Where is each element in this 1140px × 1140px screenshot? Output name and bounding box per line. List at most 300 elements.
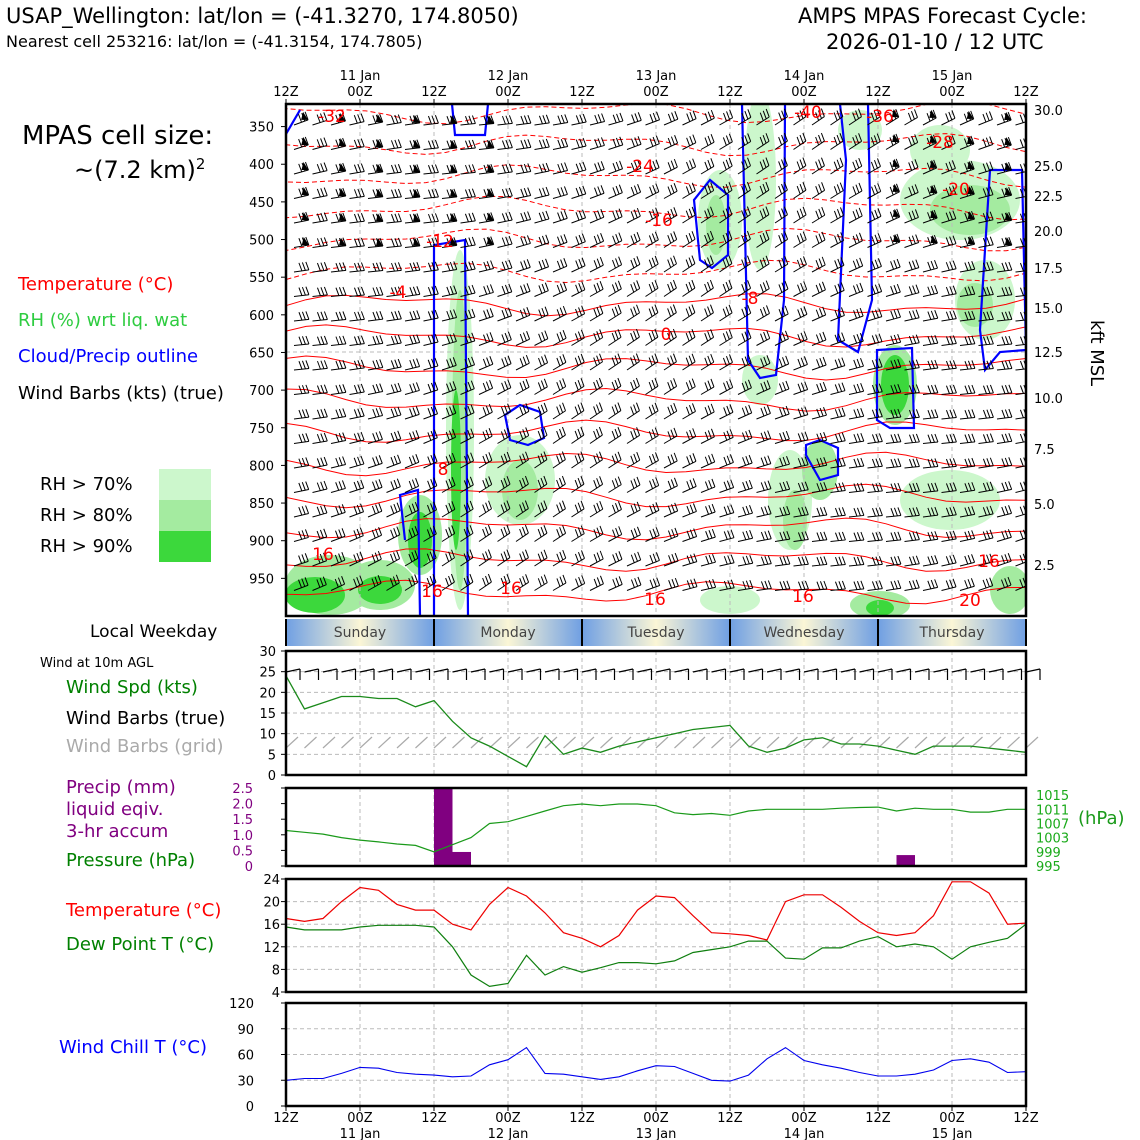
wind-barb-feather — [649, 260, 652, 268]
wind-barb-feather — [412, 480, 415, 488]
wind-barb-feather — [472, 285, 475, 293]
wind-barb-feather — [317, 507, 320, 515]
pressure-tick-label: 450 — [249, 195, 274, 211]
wind-barb-staff — [627, 337, 639, 345]
wind-barb-feather — [618, 452, 621, 460]
wind-barb-feather — [779, 186, 782, 194]
kft-tick-label: 5.0 — [1034, 498, 1055, 513]
top-date-label: 11 Jan — [339, 69, 381, 84]
wind-barb-feather — [394, 552, 397, 560]
wind-barb-feather — [376, 360, 379, 368]
wind-barb-feather — [891, 311, 894, 319]
wind-barb-feather — [785, 306, 788, 314]
wind-barb-feather — [447, 190, 450, 198]
wind-barb-feather — [723, 137, 726, 145]
wind-barb-feather — [690, 505, 693, 513]
wind-barb-feather — [542, 356, 545, 364]
wind-barb-feather — [891, 581, 894, 589]
wind-barb-feather — [853, 162, 856, 170]
wind-barb-feather — [472, 309, 475, 317]
wind-barb-feather — [710, 305, 713, 313]
wind-barb-feather — [857, 557, 860, 565]
wind-barb-feather — [723, 333, 726, 341]
wind-barb-feather — [543, 140, 546, 148]
wind-barb-feather — [763, 307, 766, 315]
precip-tick-label: 0 — [244, 860, 253, 875]
wind-barb-feather — [631, 284, 634, 292]
wind-barb-feather — [376, 336, 379, 344]
bottom-tick-label: 00Z — [939, 1111, 965, 1126]
wind-barb-feather — [723, 309, 726, 317]
wind-barb-feather — [931, 580, 934, 588]
wind-barb-feather — [797, 137, 800, 145]
wind-barb-feather — [613, 579, 616, 587]
wind-barb-feather — [990, 530, 993, 538]
cross-section-panel — [249, 69, 1063, 619]
wind-barb-feather — [686, 382, 689, 390]
wind-barb-feather — [637, 305, 640, 313]
wind-barb-feather — [302, 530, 305, 538]
wind-barb-feather — [484, 311, 487, 319]
wind-barb-feather — [597, 553, 600, 561]
wind-barb-feather — [898, 458, 901, 466]
wind-barb-feather — [1008, 529, 1011, 537]
label-temperature: Temperature (°C) — [66, 900, 222, 921]
wind-barb-feather — [1009, 481, 1012, 489]
wind-barb-feather — [723, 113, 726, 121]
wind-barb-feather — [317, 361, 320, 369]
bottom-date-label: 15 Jan — [931, 1127, 973, 1140]
wind-barb-feather — [373, 288, 376, 296]
wind-barb-feather — [842, 532, 845, 540]
wind-tick-label: 15 — [259, 707, 276, 722]
wind-tick-label: 10 — [259, 727, 276, 743]
wind-barb-feather — [916, 260, 919, 268]
wind-barb-feather — [797, 260, 800, 268]
wind-barb-feather — [635, 578, 638, 586]
surface-barb-true — [342, 669, 356, 672]
wind-barb-feather — [339, 312, 342, 320]
wind-barb-feather — [638, 112, 641, 120]
top-date-label: 12 Jan — [487, 69, 529, 84]
wind-barb-feather — [410, 360, 413, 368]
wind-barb-feather — [1002, 114, 1005, 122]
wind-barb-feather — [692, 231, 695, 239]
wind-barb-feather — [783, 357, 786, 365]
wind-barb-feather — [968, 579, 971, 587]
wind-barb-feather — [779, 384, 782, 392]
wind-barb-feather — [594, 579, 597, 587]
wind-barb-feather — [557, 480, 560, 488]
wind-barb-feather — [299, 114, 302, 122]
wind-barb-feather — [913, 310, 916, 318]
wind-barb-feather — [798, 285, 801, 293]
wind-barb-feather — [727, 381, 730, 389]
wind-barb-feather — [761, 482, 764, 490]
wind-barb-feather — [946, 556, 949, 564]
wind-barb-feather — [983, 410, 986, 418]
wind-barb-feather — [526, 379, 529, 387]
wind-barb-staff — [553, 533, 566, 541]
wind-barb-staff — [627, 411, 639, 419]
wind-barb-feather — [524, 164, 527, 172]
wind-barb-feather — [631, 407, 634, 415]
wind-barb-feather — [299, 189, 302, 197]
wind-barb-feather — [746, 556, 749, 564]
pressure-tick-label: 1003 — [1036, 831, 1070, 847]
wind-barb-feather — [928, 336, 931, 344]
wind-barb-feather — [928, 581, 931, 589]
wind-barb-staff — [683, 264, 695, 272]
label-precip-2: liquid eqiv. — [66, 799, 164, 820]
wind-barb-feather — [816, 310, 819, 318]
wind-barb-feather — [373, 165, 376, 173]
wind-barb-feather — [575, 505, 578, 513]
wind-barb-feather — [600, 501, 603, 509]
wind-barb-feather — [485, 552, 488, 560]
wind-barb-feather — [299, 263, 302, 271]
wind-barb-feather — [557, 358, 560, 366]
temperature-label: -24 — [626, 157, 654, 177]
wind-barb-feather — [397, 479, 400, 487]
wind-barb-feather — [761, 334, 764, 342]
precip-bar — [897, 855, 916, 866]
wind-barb-feather — [819, 160, 822, 168]
wind-barb-feather — [397, 503, 400, 511]
wind-barb-staff — [701, 337, 714, 345]
bottom-tick-label: 12Z — [421, 1111, 447, 1126]
wind-barb-feather — [765, 556, 768, 564]
wind-barb-feather — [824, 556, 827, 564]
wind-barb-feather — [562, 427, 565, 435]
surface-barb-grid — [897, 737, 909, 748]
wind-barb-feather — [538, 382, 541, 390]
wind-barb-feather — [354, 288, 357, 296]
wind-barb-feather — [800, 160, 803, 168]
wind-barb-feather — [428, 360, 431, 368]
wind-barb-feather — [524, 116, 527, 124]
wind-barb-feather — [689, 209, 692, 217]
wind-barb-feather — [578, 429, 581, 437]
wind-barb-feather — [578, 380, 581, 388]
wind-barb-feather — [504, 552, 507, 560]
wind-barb-feather — [834, 211, 837, 219]
wind-barb-feather — [668, 308, 671, 316]
wind-barb-feather — [820, 308, 823, 316]
wind-barb-feather — [373, 385, 376, 393]
wind-barb-feather — [391, 409, 394, 417]
wind-barb-feather — [894, 285, 897, 293]
wind-barb-feather — [336, 507, 339, 515]
wind-barb-feather — [524, 260, 527, 268]
wind-barb-feather — [965, 410, 968, 418]
wind-barb-feather — [391, 360, 394, 368]
label-precip-3: 3-hr accum — [66, 821, 169, 842]
wind-barb-staff — [590, 435, 602, 443]
bottom-time-axis — [273, 1106, 1039, 1140]
wind-barb-feather — [488, 550, 491, 558]
wind-barb-feather — [953, 360, 956, 368]
wind-barb-feather — [761, 433, 764, 441]
wind-barb-feather — [489, 428, 492, 436]
wind-barb-feather — [690, 112, 693, 120]
wind-barb-feather — [861, 408, 864, 416]
wind-barb-feather — [563, 330, 566, 338]
wind-barb-feather — [557, 382, 560, 390]
precip-tick-label: 2.0 — [232, 797, 253, 813]
wind-barb-staff — [479, 582, 491, 590]
wind-barb-feather — [746, 581, 749, 589]
wind-barb-feather — [321, 213, 324, 221]
wind-barb-feather — [671, 282, 674, 290]
wind-barb-feather — [560, 284, 563, 292]
wind-tick-label: 25 — [259, 665, 276, 681]
wind-barb-feather — [541, 527, 544, 535]
wind-barb-feather — [472, 237, 475, 245]
wind-grid — [286, 651, 1026, 775]
wind-barb-feather — [502, 189, 505, 197]
wind-barb-feather — [557, 554, 560, 562]
wind-barb-feather — [612, 333, 615, 341]
wind-barb-feather — [602, 113, 605, 121]
wind-barb-feather — [565, 162, 568, 170]
legend-rh90: RH > 90% — [40, 536, 133, 557]
wind-barb-feather — [545, 355, 548, 363]
wind-barb-feather — [581, 452, 584, 460]
wind-barb-feather — [760, 284, 763, 292]
wind-barb-feather — [816, 335, 819, 343]
wind-barb-feather — [820, 333, 823, 341]
wind-barb-feather — [816, 235, 819, 243]
temp-panel — [263, 873, 1026, 1001]
wind-barb-feather — [483, 383, 486, 391]
wind-barb-feather — [354, 312, 357, 320]
wind-barb-feather — [615, 429, 618, 437]
wind-barb-feather — [724, 457, 727, 465]
wind-barb-feather — [598, 186, 601, 194]
wind-barb-feather — [613, 554, 616, 562]
wind-barb-feather — [953, 410, 956, 418]
wind-barb-feather — [638, 552, 641, 560]
wind-barb-feather — [712, 454, 715, 462]
wind-barb-feather — [435, 310, 438, 318]
wind-barb-feather — [671, 185, 674, 193]
wind-barb-feather — [765, 531, 768, 539]
wind-barb-feather — [361, 311, 364, 319]
weekday-name: Monday — [480, 625, 536, 641]
wind-barb-feather — [890, 212, 893, 220]
wind-barb-feather — [380, 407, 383, 415]
wind-barb-feather — [671, 258, 674, 266]
wind-barb-feather — [600, 526, 603, 534]
wind-barb-feather — [299, 337, 302, 345]
wind-barb-feather — [857, 458, 860, 466]
wind-barb-feather — [859, 158, 862, 166]
wind-barb-feather — [652, 282, 655, 290]
wind-barb-feather — [767, 405, 770, 413]
wind-barb-feather — [913, 532, 916, 540]
wind-barb-feather — [743, 557, 746, 565]
wind-barb-feather — [435, 140, 438, 148]
wind-barb-feather — [913, 459, 916, 467]
wind-barb-feather — [819, 209, 822, 217]
wind-barb-feather — [861, 483, 864, 491]
legend-rh70: RH > 70% — [40, 474, 133, 495]
wind-barb-feather — [861, 581, 864, 589]
wind-barb-feather — [321, 263, 324, 271]
wind-barb-feather — [302, 262, 305, 270]
wind-barb-feather — [613, 163, 616, 171]
wind-barb-feather — [563, 550, 566, 558]
wind-barb-feather — [336, 458, 339, 466]
wind-barb-feather — [822, 182, 825, 190]
temp-axis — [263, 873, 286, 1001]
wind-barb-feather — [398, 189, 401, 197]
wind-barb-feather — [354, 385, 357, 393]
wind-barb-feather — [299, 434, 302, 442]
wind-barb-feather — [354, 214, 357, 222]
wind-barb-feather — [987, 434, 990, 442]
wind-barb-feather — [946, 581, 949, 589]
legend-rh: RH (%) wrt liq. wat — [18, 310, 188, 331]
wind-barb-feather — [668, 284, 671, 292]
wind-barb-feather — [891, 261, 894, 269]
wind-tick-label: 30 — [259, 645, 276, 660]
wind-barb-feather — [1005, 482, 1008, 490]
wind-barb-feather — [1002, 386, 1005, 394]
wind-barb-feather — [483, 529, 486, 537]
wind-barb-feather — [361, 456, 364, 464]
wind-barb-feather — [339, 481, 342, 489]
wind-barb-feather — [761, 507, 764, 515]
wind-barb-feather — [657, 112, 660, 120]
weekday-name: Thursday — [919, 625, 985, 641]
wind-barb-feather — [360, 528, 363, 536]
wind-barb-feather — [853, 236, 856, 244]
wind-barb-feather — [557, 237, 560, 245]
wind-barb-feather — [723, 358, 726, 366]
wind-barb-feather — [727, 111, 730, 119]
wind-barb-feather — [578, 356, 581, 364]
wind-barb-feather — [618, 354, 621, 362]
wind-barb-feather — [563, 403, 566, 411]
wind-barb-feather — [563, 354, 566, 362]
wind-barb-feather — [472, 333, 475, 341]
wind-barb-feather — [620, 113, 623, 121]
wind-barb-feather — [597, 528, 600, 536]
wind-barb-feather — [558, 116, 561, 124]
wind-barb-feather — [505, 357, 508, 365]
wind-barb-feather — [761, 557, 764, 565]
wind-barb-feather — [656, 527, 659, 535]
wind-barb-feather — [797, 186, 800, 194]
wind-barb-feather — [541, 405, 544, 413]
wind-barb-feather — [909, 557, 912, 565]
wind-barb-feather — [413, 263, 416, 271]
wind-barb-feather — [931, 311, 934, 319]
wind-barb-feather — [409, 481, 412, 489]
wind-barb-feather — [1027, 433, 1030, 441]
wind-barb-feather — [612, 431, 615, 439]
wind-barb-feather — [861, 532, 864, 540]
wind-barb-feather — [879, 309, 882, 317]
wind-barb-feather — [690, 160, 693, 168]
wind-barb-feather — [668, 162, 671, 170]
surface-barb-grid — [323, 737, 335, 748]
pressure-tick-label: 995 — [1036, 860, 1061, 875]
wind-barb-feather — [546, 187, 549, 195]
wind-barb-feather — [616, 234, 619, 242]
wind-barb-feather — [354, 140, 357, 148]
wind-barb-feather — [557, 309, 560, 317]
wind-barb-feather — [842, 458, 845, 466]
wind-panel — [259, 645, 1040, 784]
wind-barb-feather — [575, 309, 578, 317]
wind-barb-feather — [509, 308, 512, 316]
wind-barb-feather — [817, 508, 820, 516]
wind-barb-feather — [650, 481, 653, 489]
wind-barb-feather — [949, 112, 952, 120]
wind-barb-feather — [546, 235, 549, 243]
wind-barb-feather — [521, 262, 524, 270]
top-tick-label: 12Z — [421, 85, 447, 100]
kft-tick-label: 12.5 — [1034, 346, 1063, 361]
wind-barb-feather — [562, 501, 565, 509]
wind-barb-staff — [535, 435, 548, 443]
wind-barb-feather — [822, 207, 825, 215]
wind-barb-feather — [928, 557, 931, 565]
wind-barb-feather — [450, 262, 453, 270]
wind-barb-feather — [508, 332, 511, 340]
wind-tick-label: 5 — [267, 748, 276, 764]
wind-barb-feather — [912, 261, 915, 269]
wind-barb-feather — [635, 113, 638, 121]
wind-barb-feather — [837, 209, 840, 217]
wind-barb-feather — [723, 284, 726, 292]
wind-barb-feather — [616, 162, 619, 170]
wind-barb-feather — [601, 185, 604, 193]
wind-barb-feather — [598, 138, 601, 146]
wind-barb-feather — [968, 336, 971, 344]
wind-barb-feather — [898, 532, 901, 540]
wind-barb-feather — [321, 385, 324, 393]
wind-barb-feather — [618, 378, 621, 386]
wind-barb-feather — [674, 428, 677, 436]
wind-barb-feather — [299, 483, 302, 491]
wind-barb-feather — [631, 357, 634, 365]
wind-barb-feather — [612, 260, 615, 268]
wind-barb-feather — [618, 305, 621, 313]
wind-barb-feather — [671, 380, 674, 388]
kft-tick-label: 30.0 — [1034, 104, 1063, 119]
wind-barb-feather — [483, 432, 486, 440]
wind-barb-feather — [709, 530, 712, 538]
wind-barb-feather — [469, 262, 472, 270]
wind-barb-feather — [731, 530, 734, 538]
wind-barb-feather — [650, 555, 653, 563]
wind-barb-feather — [339, 361, 342, 369]
wind-barb-feather — [853, 186, 856, 194]
wind-barb-feather — [413, 311, 416, 319]
wind-barb-feather — [321, 138, 324, 146]
wind-barb-feather — [989, 111, 992, 119]
wind-barb-feather — [928, 262, 931, 270]
wind-barb-feather — [801, 308, 804, 316]
wind-barb-feather — [391, 214, 394, 222]
wind-barb-feather — [983, 532, 986, 540]
wind-barb-feather — [528, 115, 531, 123]
wind-barb-feather — [668, 235, 671, 243]
